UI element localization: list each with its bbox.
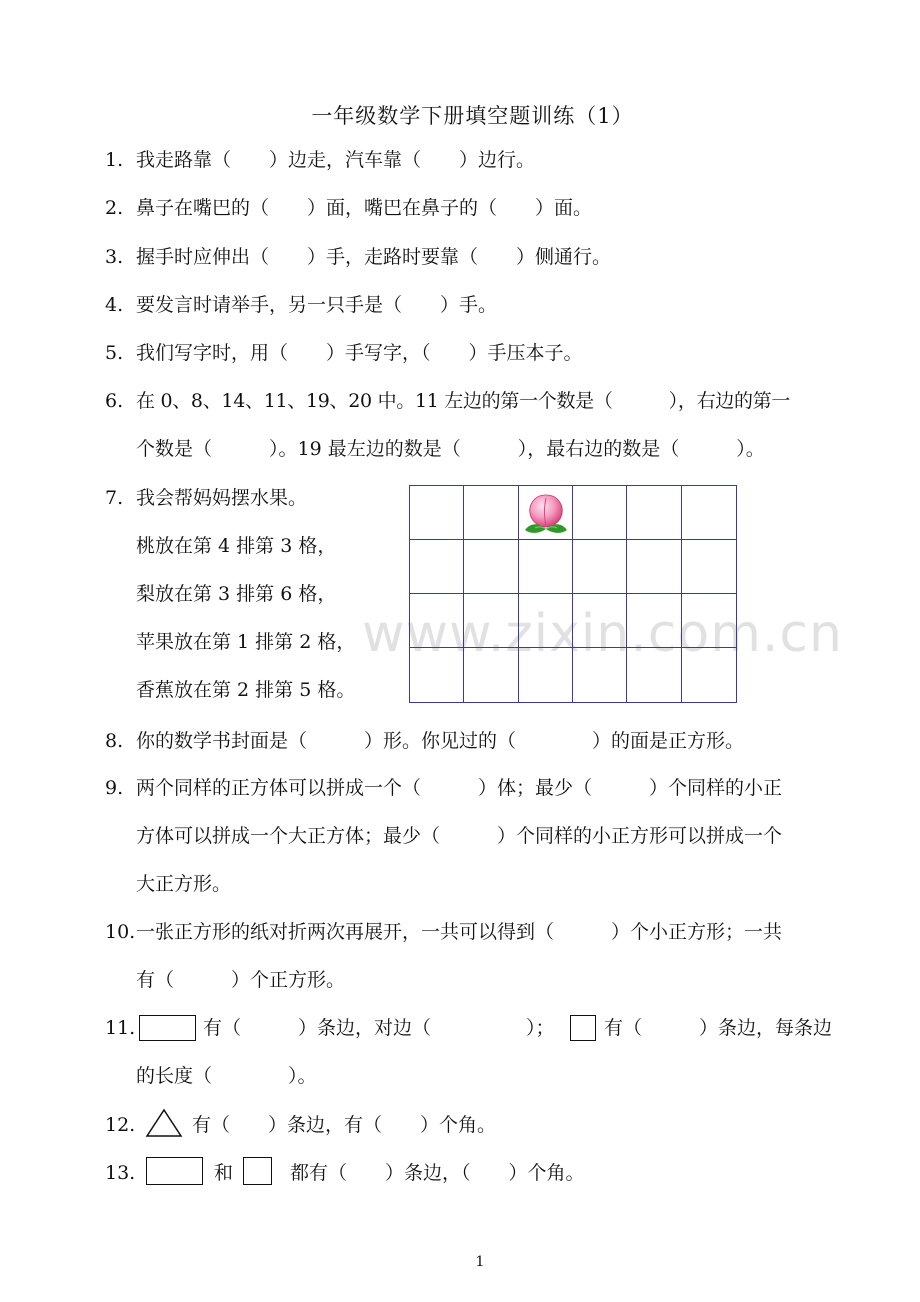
instruction-banana: 香蕉放在第 2 排第 5 格。	[136, 679, 356, 701]
square-shape	[570, 1015, 596, 1041]
question-number: 2.	[105, 197, 124, 219]
question-11-continued: 的长度（ ）。	[136, 1065, 317, 1087]
question-6	[105, 389, 790, 413]
grid-cell	[519, 486, 573, 540]
grid-cell	[464, 540, 518, 594]
question-7	[105, 486, 307, 510]
grid-cell	[519, 648, 573, 702]
peach-icon	[521, 489, 571, 537]
question-11-number: 11.	[105, 1017, 136, 1039]
question-number: 5.	[105, 342, 124, 364]
question-text: 我走路靠（ ）边走，汽车靠（ ）边行。	[136, 149, 536, 171]
grid-cell	[573, 486, 627, 540]
grid-cell	[627, 540, 681, 594]
question-text: 你的数学书封面是（ ）形。你见过的（ ）的面是正方形。	[136, 730, 745, 752]
question-10	[105, 920, 782, 944]
grid-cell	[573, 648, 627, 702]
rectangle-shape	[139, 1015, 196, 1041]
question-text: 我会帮妈妈摆水果。	[136, 487, 308, 509]
grid-cell	[410, 540, 464, 594]
question-number: 6.	[105, 390, 124, 412]
fruit-grid	[409, 485, 737, 703]
question-number: 10.	[105, 921, 136, 943]
grid-cell	[682, 540, 736, 594]
question-2	[105, 196, 592, 220]
grid-cell	[410, 648, 464, 702]
question-4	[105, 293, 497, 317]
question-13-and: 和	[214, 1162, 234, 1184]
grid-cell	[464, 486, 518, 540]
instruction-apple: 苹果放在第 1 排第 2 格，	[136, 631, 356, 653]
question-number: 8.	[105, 730, 124, 752]
grid-cell	[519, 594, 573, 648]
grid-cell	[464, 648, 518, 702]
question-13-number: 13.	[105, 1162, 136, 1184]
grid-cell	[627, 648, 681, 702]
question-text-line-1: 一张正方形的纸对折两次再展开，一共可以得到（ ）个小正方形；一共	[136, 921, 783, 943]
instruction-peach: 桃放在第 4 排第 3 格，	[136, 535, 337, 557]
grid-cell	[682, 594, 736, 648]
grid-cell	[627, 486, 681, 540]
grid-cell	[410, 594, 464, 648]
question-text: 鼻子在嘴巴的（ ）面，嘴巴在鼻子的（ ）面。	[136, 197, 593, 219]
question-number: 7.	[105, 487, 124, 509]
question-5	[105, 341, 583, 365]
grid-cell	[573, 540, 627, 594]
page-title: 一年级数学下册填空题训练（1）	[311, 104, 634, 128]
question-text-line-1: 两个同样的正方体可以拼成一个（ ）体；最少（ ）个同样的小正	[136, 777, 783, 799]
question-number: 3.	[105, 246, 124, 268]
question-9-continued: 方体可以拼成一个大正方体；最少（ ）个同样的小正方形可以拼成一个	[136, 825, 783, 847]
question-text: 我们写字时，用（ ）手写字，（ ）手压本子。	[136, 342, 583, 364]
grid-cell	[410, 486, 464, 540]
question-6-continued: 个数是（ ）。19 最左边的数是（ ），最右边的数是（ ）。	[136, 438, 765, 460]
grid-cell	[519, 540, 573, 594]
question-1	[105, 148, 535, 172]
question-text-line-1: 在 0、8、14、11、19、20 中。11 左边的第一个数是（ ），右边的第一	[136, 390, 791, 412]
question-9-continued-2: 大正方形。	[136, 873, 232, 895]
question-number: 1.	[105, 149, 124, 171]
question-9	[105, 776, 782, 800]
page-number: 1	[475, 1254, 485, 1270]
grid-cell	[682, 648, 736, 702]
question-3	[105, 245, 611, 269]
instruction-pear: 梨放在第 3 排第 6 格，	[136, 583, 337, 605]
question-12-text: 有（ ）条边，有（ ）个角。	[192, 1114, 497, 1136]
grid-cell	[464, 594, 518, 648]
question-8	[105, 729, 744, 753]
watermark: www.zixin.com.cn	[362, 604, 843, 664]
question-12-number: 12.	[105, 1114, 136, 1136]
grid-cell	[682, 486, 736, 540]
triangle-shape	[145, 1108, 183, 1138]
question-text: 要发言时请举手，另一只手是（ ）手。	[136, 294, 498, 316]
question-10-continued: 有（ ）个正方形。	[136, 969, 346, 991]
rectangle-shape	[146, 1157, 203, 1185]
question-number: 9.	[105, 777, 124, 799]
question-11-part-2: 有（ ）条边，每条边	[604, 1017, 833, 1039]
grid-cell	[627, 594, 681, 648]
question-11-part-1: 有（ ）条边，对边（ ）；	[203, 1017, 555, 1039]
square-shape	[243, 1157, 272, 1185]
grid-cell	[573, 594, 627, 648]
question-number: 4.	[105, 294, 124, 316]
question-text: 握手时应伸出（ ）手，走路时要靠（ ）侧通行。	[136, 246, 612, 268]
question-13-text: 都有（ ）条边，（ ）个角。	[290, 1162, 585, 1184]
